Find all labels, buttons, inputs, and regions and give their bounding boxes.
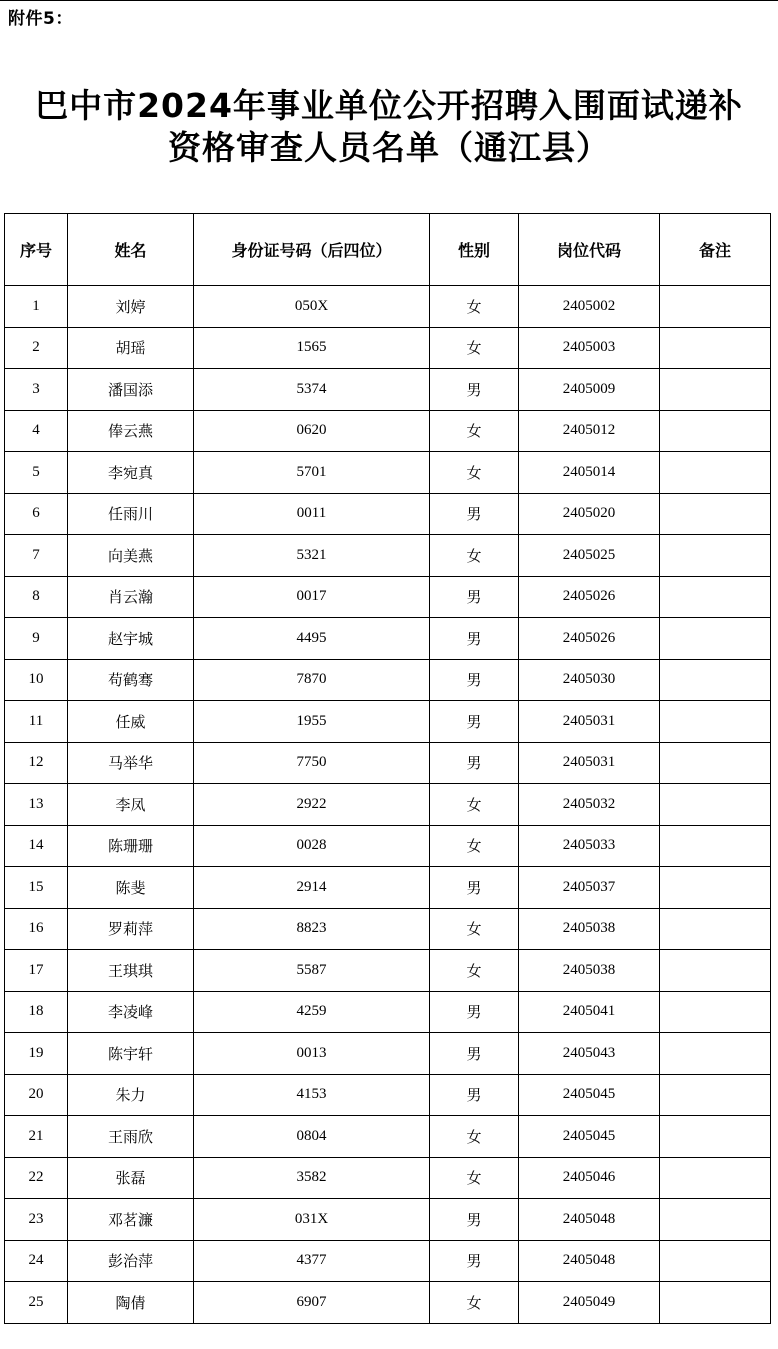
table-row: [5, 410, 771, 452]
cell-gender: 女: [430, 286, 519, 328]
cell-remarks: [660, 327, 771, 369]
cell-remarks: [660, 867, 771, 909]
cell-gender: 男: [430, 991, 519, 1033]
table-row: [5, 327, 771, 369]
cell-name: 陶倩: [68, 1282, 194, 1324]
cell-gender: 女: [430, 1116, 519, 1158]
cell-remarks: [660, 535, 771, 577]
cell-name: 李凤: [68, 784, 194, 826]
table-row: [5, 1074, 771, 1116]
cell-name: 陈宇轩: [68, 1033, 194, 1075]
cell-name: 李宛真: [68, 452, 194, 494]
cell-gender: 男: [430, 742, 519, 784]
cell-index: 4: [5, 410, 68, 452]
cell-remarks: [660, 1074, 771, 1116]
cell-id-last4: 0017: [194, 576, 430, 618]
cell-name: 任雨川: [68, 493, 194, 535]
cell-index: 5: [5, 452, 68, 494]
cell-remarks: [660, 369, 771, 411]
document-title-line-1: 巴中市2024年事业单位公开招聘入围面试递补: [35, 86, 743, 125]
cell-name: 张磊: [68, 1157, 194, 1199]
table-row: [5, 493, 771, 535]
cell-index: 17: [5, 950, 68, 992]
attachment-label: 附件5：: [8, 9, 73, 29]
cell-index: 1: [5, 286, 68, 328]
cell-id-last4: 0620: [194, 410, 430, 452]
cell-name: 李凌峰: [68, 991, 194, 1033]
table-row: [5, 1033, 771, 1075]
cell-id-last4: 050X: [194, 286, 430, 328]
cell-remarks: [660, 742, 771, 784]
cell-gender: 男: [430, 867, 519, 909]
cell-id-last4: 1565: [194, 327, 430, 369]
cell-name: 苟鹤骞: [68, 659, 194, 701]
cell-position-code: 2405025: [519, 535, 660, 577]
cell-id-last4: 5321: [194, 535, 430, 577]
cell-id-last4: 0028: [194, 825, 430, 867]
cell-name: 马举华: [68, 742, 194, 784]
cell-gender: 男: [430, 701, 519, 743]
cell-remarks: [660, 1240, 771, 1282]
table-row: [5, 1282, 771, 1324]
cell-name: 潘国添: [68, 369, 194, 411]
cell-remarks: [660, 908, 771, 950]
cell-id-last4: 5374: [194, 369, 430, 411]
cell-position-code: 2405020: [519, 493, 660, 535]
cell-gender: 男: [430, 1240, 519, 1282]
cell-index: 2: [5, 327, 68, 369]
table-row: [5, 1240, 771, 1282]
table-row: [5, 784, 771, 826]
header-gender: 性别: [430, 214, 519, 286]
cell-gender: 男: [430, 493, 519, 535]
cell-index: 3: [5, 369, 68, 411]
cell-id-last4: 4259: [194, 991, 430, 1033]
cell-index: 19: [5, 1033, 68, 1075]
table-row: [5, 1199, 771, 1241]
cell-gender: 男: [430, 576, 519, 618]
table-row: [5, 576, 771, 618]
cell-id-last4: 0011: [194, 493, 430, 535]
cell-gender: 女: [430, 784, 519, 826]
cell-name: 彭治萍: [68, 1240, 194, 1282]
table-row: [5, 950, 771, 992]
cell-remarks: [660, 493, 771, 535]
cell-position-code: 2405014: [519, 452, 660, 494]
cell-name: 陈珊珊: [68, 825, 194, 867]
header-index: 序号: [5, 214, 68, 286]
cell-gender: 男: [430, 659, 519, 701]
cell-name: 刘婷: [68, 286, 194, 328]
cell-name: 王琪琪: [68, 950, 194, 992]
cell-position-code: 2405045: [519, 1116, 660, 1158]
table-row: [5, 286, 771, 328]
cell-id-last4: 4495: [194, 618, 430, 660]
table-row: [5, 618, 771, 660]
cell-position-code: 2405009: [519, 369, 660, 411]
cell-remarks: [660, 410, 771, 452]
cell-index: 24: [5, 1240, 68, 1282]
cell-position-code: 2405030: [519, 659, 660, 701]
candidate-table: [4, 213, 771, 1324]
cell-position-code: 2405031: [519, 742, 660, 784]
table-row: [5, 1157, 771, 1199]
cell-name: 朱力: [68, 1074, 194, 1116]
cell-id-last4: 8823: [194, 908, 430, 950]
cell-index: 12: [5, 742, 68, 784]
cell-remarks: [660, 1116, 771, 1158]
cell-remarks: [660, 659, 771, 701]
table-row: [5, 535, 771, 577]
cell-position-code: 2405032: [519, 784, 660, 826]
cell-remarks: [660, 1282, 771, 1324]
cell-position-code: 2405003: [519, 327, 660, 369]
cell-index: 23: [5, 1199, 68, 1241]
cell-index: 16: [5, 908, 68, 950]
cell-gender: 男: [430, 1199, 519, 1241]
cell-id-last4: 7870: [194, 659, 430, 701]
cell-id-last4: 7750: [194, 742, 430, 784]
cell-position-code: 2405049: [519, 1282, 660, 1324]
cell-remarks: [660, 286, 771, 328]
table-row: [5, 701, 771, 743]
cell-id-last4: 5587: [194, 950, 430, 992]
cell-id-last4: 1955: [194, 701, 430, 743]
cell-id-last4: 2922: [194, 784, 430, 826]
cell-name: 任威: [68, 701, 194, 743]
cell-id-last4: 6907: [194, 1282, 430, 1324]
cell-id-last4: 4377: [194, 1240, 430, 1282]
header-name: 姓名: [68, 214, 194, 286]
cell-id-last4: 4153: [194, 1074, 430, 1116]
cell-index: 13: [5, 784, 68, 826]
table-row: [5, 991, 771, 1033]
cell-gender: 女: [430, 327, 519, 369]
table-row: [5, 908, 771, 950]
cell-remarks: [660, 950, 771, 992]
cell-position-code: 2405043: [519, 1033, 660, 1075]
cell-id-last4: 2914: [194, 867, 430, 909]
cell-id-last4: 3582: [194, 1157, 430, 1199]
cell-remarks: [660, 701, 771, 743]
cell-remarks: [660, 1033, 771, 1075]
cell-name: 邓茗濂: [68, 1199, 194, 1241]
cell-remarks: [660, 1157, 771, 1199]
header-remarks: 备注: [660, 214, 771, 286]
cell-name: 赵宇城: [68, 618, 194, 660]
cell-name: 胡瑶: [68, 327, 194, 369]
cell-gender: 男: [430, 1033, 519, 1075]
cell-id-last4: 5701: [194, 452, 430, 494]
cell-index: 25: [5, 1282, 68, 1324]
cell-position-code: 2405045: [519, 1074, 660, 1116]
cell-position-code: 2405026: [519, 618, 660, 660]
cell-index: 18: [5, 991, 68, 1033]
cell-gender: 女: [430, 535, 519, 577]
cell-remarks: [660, 825, 771, 867]
cell-index: 6: [5, 493, 68, 535]
cell-gender: 女: [430, 452, 519, 494]
cell-id-last4: 031X: [194, 1199, 430, 1241]
cell-gender: 男: [430, 1074, 519, 1116]
cell-index: 15: [5, 867, 68, 909]
cell-name: 向美燕: [68, 535, 194, 577]
cell-gender: 女: [430, 1282, 519, 1324]
cell-position-code: 2405048: [519, 1199, 660, 1241]
cell-position-code: 2405037: [519, 867, 660, 909]
cell-position-code: 2405041: [519, 991, 660, 1033]
cell-position-code: 2405038: [519, 908, 660, 950]
header-position-code: 岗位代码: [519, 214, 660, 286]
cell-name: 王雨欣: [68, 1116, 194, 1158]
document-title-line-2: 资格审查人员名单（通江县）: [168, 128, 610, 167]
cell-gender: 女: [430, 825, 519, 867]
cell-index: 7: [5, 535, 68, 577]
cell-remarks: [660, 452, 771, 494]
table-row: [5, 1116, 771, 1158]
cell-index: 21: [5, 1116, 68, 1158]
table-row: [5, 369, 771, 411]
table-header-row: [5, 214, 771, 286]
cell-remarks: [660, 784, 771, 826]
cell-id-last4: 0804: [194, 1116, 430, 1158]
cell-gender: 女: [430, 410, 519, 452]
cell-remarks: [660, 618, 771, 660]
cell-gender: 女: [430, 1157, 519, 1199]
cell-position-code: 2405002: [519, 286, 660, 328]
cell-index: 22: [5, 1157, 68, 1199]
table-row: [5, 452, 771, 494]
cell-index: 8: [5, 576, 68, 618]
cell-remarks: [660, 991, 771, 1033]
cell-remarks: [660, 576, 771, 618]
cell-name: 陈斐: [68, 867, 194, 909]
cell-position-code: 2405038: [519, 950, 660, 992]
cell-index: 11: [5, 701, 68, 743]
cell-gender: 女: [430, 950, 519, 992]
cell-index: 10: [5, 659, 68, 701]
table-row: [5, 825, 771, 867]
cell-gender: 女: [430, 908, 519, 950]
cell-gender: 男: [430, 618, 519, 660]
cell-position-code: 2405031: [519, 701, 660, 743]
cell-remarks: [660, 1199, 771, 1241]
header-id-last4: 身份证号码（后四位）: [194, 214, 430, 286]
cell-position-code: 2405046: [519, 1157, 660, 1199]
cell-position-code: 2405033: [519, 825, 660, 867]
top-rule: [0, 0, 778, 1]
cell-name: 俸云燕: [68, 410, 194, 452]
cell-position-code: 2405012: [519, 410, 660, 452]
cell-position-code: 2405048: [519, 1240, 660, 1282]
cell-name: 罗莉萍: [68, 908, 194, 950]
cell-position-code: 2405026: [519, 576, 660, 618]
cell-index: 9: [5, 618, 68, 660]
cell-index: 14: [5, 825, 68, 867]
table-row: [5, 867, 771, 909]
cell-index: 20: [5, 1074, 68, 1116]
cell-gender: 男: [430, 369, 519, 411]
table-row: [5, 742, 771, 784]
cell-name: 肖云瀚: [68, 576, 194, 618]
cell-id-last4: 0013: [194, 1033, 430, 1075]
table-row: [5, 659, 771, 701]
